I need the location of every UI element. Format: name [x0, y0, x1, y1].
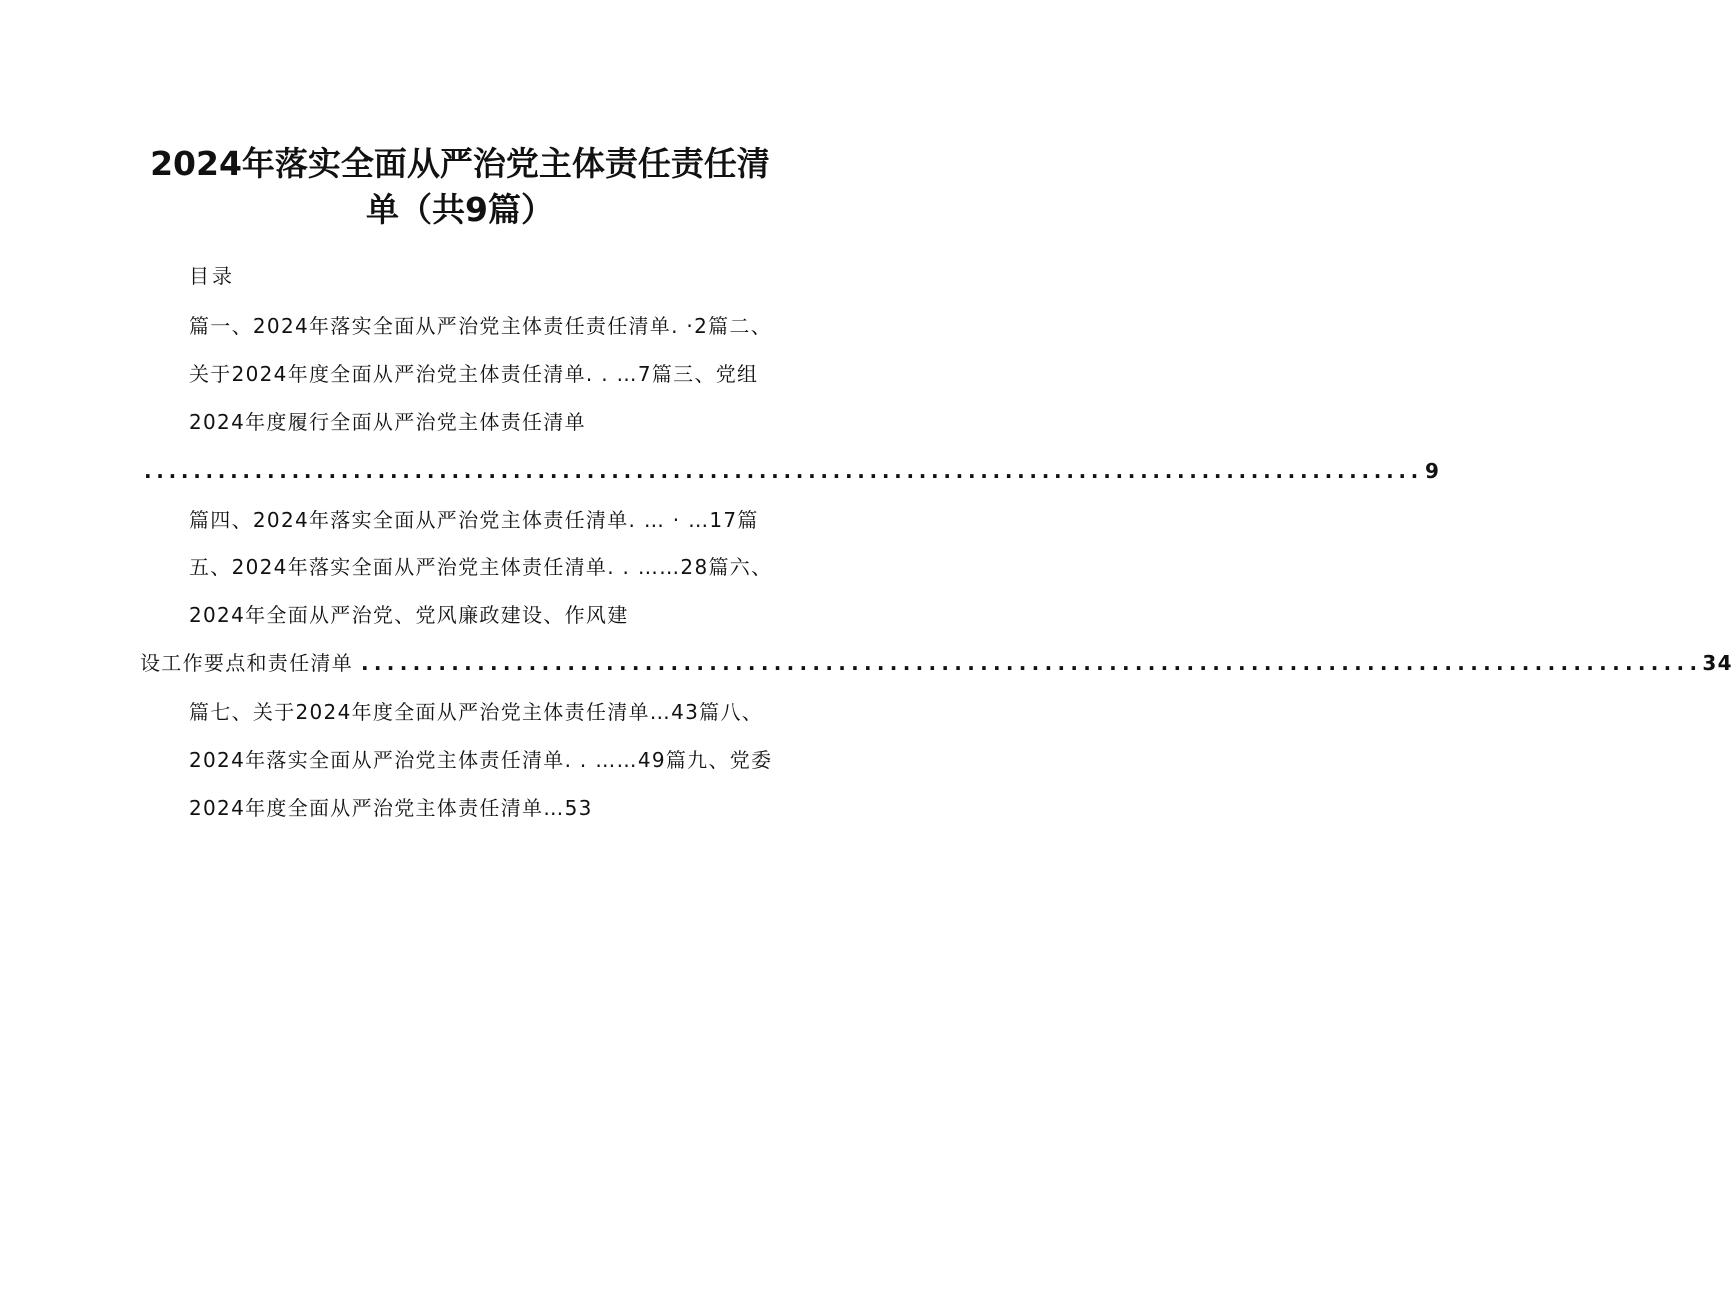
- toc-line-1: 篇一、2024年落实全面从严治党主体责任责任清单. ·2篇二、: [189, 314, 772, 338]
- toc-line-6: 五、2024年落实全面从严治党主体责任清单. . ……28篇六、: [189, 555, 773, 579]
- dot-leader: ........................................................................................................: [144, 459, 1423, 483]
- toc-line-9: 篇七、关于2024年度全面从严治党主体责任清单…43篇八、: [189, 700, 764, 724]
- toc-line-7: 2024年全面从严治党、党风廉政建设、作风建: [189, 603, 629, 627]
- toc-leader-line-34: [140, 650, 1733, 676]
- page-number: 9: [1424, 459, 1439, 483]
- toc-leader-line-9: [144, 458, 1439, 484]
- toc-line-8: 设工作要点和责任清单: [140, 651, 353, 675]
- document-title-line-1: 2024年落实全面从严治党主体责任责任清: [150, 144, 770, 183]
- toc-line-10: 2024年落实全面从严治党主体责任清单. . ……49篇九、党委: [189, 748, 773, 772]
- toc-label: 目录: [189, 264, 235, 288]
- toc-line-5: 篇四、2024年落实全面从严治党主体责任清单. … · …17篇: [189, 508, 759, 532]
- toc-line-11: 2024年度全面从严治党主体责任清单…53: [189, 796, 593, 820]
- dot-leader: ........................................................................................................: [361, 651, 1703, 675]
- toc-line-2: 关于2024年度全面从严治党主体责任清单. . …7篇三、党组: [189, 362, 759, 386]
- document-title-line-2: 单（共9篇）: [366, 190, 554, 229]
- toc-line-3: 2024年度履行全面从严治党主体责任清单: [189, 410, 586, 434]
- page-number: 34: [1702, 651, 1733, 675]
